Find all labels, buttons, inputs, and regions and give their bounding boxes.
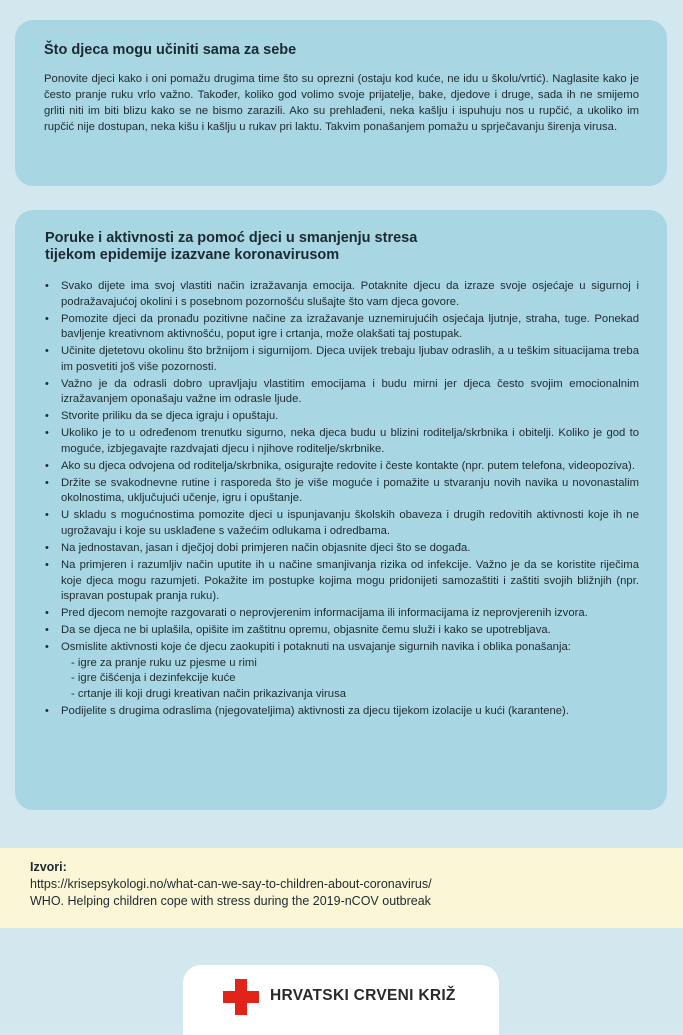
sources-title: Izvori: [30,860,67,874]
list-item: • Pomozite djeci da pronađu pozitivne načine za izražavanje uznemirujućih osjećaja ljutnje, straha, tuge. Ponekad bavljenje kreativnom aktivnošću, poput igre i crtanja, može olakšati taj postupak. [45,312,639,341]
list-item: • Na jednostavan, jasan i dječjoj dobi primjeren način objasnite djeci što se događa. [45,541,639,557]
sources-box [0,848,683,928]
list-item: • Da se djeca ne bi uplašila, opišite im zaštitnu opremu, objasnite čemu služi i kako se upotrebljava. [45,623,639,639]
red-cross-icon [222,978,260,1016]
bullet-icon: • [45,427,49,440]
section-title [45,230,639,264]
sub-list-item: - igre za pranje ruku uz pjesme u rimi [71,656,257,669]
bullet-icon: • [45,541,49,554]
bullet-icon: • [45,558,49,571]
section-title: Što djeca mogu učiniti sama za sebe [44,42,297,58]
list-item: • Važno je da odrasli dobro upravljaju vlastitim emocijama i budu mirni jer djeca često svojim emocionalnim izražavanjem oponašaju važne im odrasle ljude. [45,377,639,406]
list-item: • Podijelite s drugima odraslima (njegovateljima) aktivnosti za djecu tijekom izolacije u kući (karantene). [45,704,639,720]
bullet-icon: • [45,345,49,358]
sub-list-item: - crtanje ili koji drugi kreativan način prikazivanja virusa [71,688,347,701]
section-paragraph: Ponovite djeci kako i oni pomažu drugima time što su oprezni (ostaju kod kuće, ne idu u školu/vrtić). Naglasite kako je često pranje ruku vrlo važno. Također, koliko god volimo svoje prijatelje, bake, djedove i druge, sada ih ne smijemo grliti niti im biti blizu kako se ne bismo zarazili. Ako su prehlađeni, neka kašlju i ispuhuju nos u rupčić, a ukoliko im rupčić nije dostupan, neka kišu i kašlju u rukav pri laktu. Takvim ponašanjem pomažu u sprječavanju širenja virusa. [44,73,639,133]
list-item: • Pred djecom nemojte razgovarati o neprovjerenim informacijama ili informacijama iz neprovjerenih izvora. [45,606,639,622]
bullet-icon: • [45,410,49,423]
sub-list-item: - igre čišćenja i dezinfekcije kuće [71,672,236,685]
list-item: • Stvorite priliku da se djeca igraju i opuštaju. [45,409,639,425]
org-logo-text: HRVATSKI CRVENI KRIŽ [270,987,456,1004]
section-title-line-1: Poruke i aktivnosti za pomoć djeci u smanjenju stresa [45,230,418,246]
source-citation: WHO. Helping children cope with stress during the 2019-nCOV outbreak [30,894,431,908]
list-item: • U skladu s mogućnostima pomozite djeci u ispunjavanju školskih obaveza i drugih redovitih aktivnosti koje ih ne ugrožavaju i koje su usklađene s važećim odlukama i odredbama. [45,509,639,538]
bullet-icon: • [45,459,49,472]
list-item: • Na primjeren i razumljiv način uputite ih u načine smanjivanja rizika od infekcije. Važno je da se koristite riječima koje djeca mogu razumjeti. Pokažite im postupke kojima mogu pridonijeti samozaštiti i zaštiti svojih bližnjih (npr. ispravan postupak pranja ruku). [45,558,639,603]
info-card-stress-tips [15,210,667,810]
info-card-self-help [15,20,667,186]
list-item: • Ako su djeca odvojena od roditelja/skrbnika, osigurajte redovite i česte kontakte (npr. putem telefona, videopoziva). [45,459,639,475]
bullet-icon: • [45,509,49,522]
list-item: • Držite se svakodnevne rutine i rasporeda što je više moguće i pomažite u stvaranju novih navika u novonastalim okolnostima, uključujući učenje, igru i opuštanje. [45,476,639,505]
source-link[interactable]: https://krisepsykologi.no/what-can-we-say-to-children-about-coronavirus/ [30,877,432,891]
section-title-line-2: tijekom epidemije izazvane koronavirusom [45,247,340,263]
bullet-icon: • [45,640,49,653]
list-item: • Osmislite aktivnosti koje će djecu zaokupiti i potaknuti na usvajanje sigurnih navika i oblika ponašanja: - igre za pranje ruku uz pjesme u rimi - igre čišćenja i dezinfekcije kuće - crtanje ili koji drugi kreativan način prikazivanja virusa [45,640,639,703]
bullet-icon: • [45,704,49,717]
bullet-icon: • [45,312,49,325]
bullet-icon: • [45,624,49,637]
list-item: • Učinite djetetovu okolinu što bržnijom i sigurnijom. Djeca uvijek trebaju ljubav odraslih, a u teškim situacijama treba im posvetiti još više pozornosti. [45,345,639,373]
bullet-icon: • [45,607,49,620]
tips-list [45,279,639,720]
list-item: • Svako dijete ima svoj vlastiti način izražavanja emocija. Potaknite djecu da izraze svoje osjećaje u sigurnoj i podražavajućoj okolini i s posebnom pozornošću slušajte što vam djeca govore. [45,280,639,308]
bullet-icon: • [45,280,49,292]
bullet-icon: • [45,476,49,489]
list-item: • Ukoliko je to u određenom trenutku sigurno, neka djeca budu u blizini roditelja/skrbnika i obitelji. Koliko je god to moguće, izbjegavajte razdvajati djecu i njihove roditelje/skrbnike. [45,427,639,455]
bullet-icon: • [45,377,49,390]
